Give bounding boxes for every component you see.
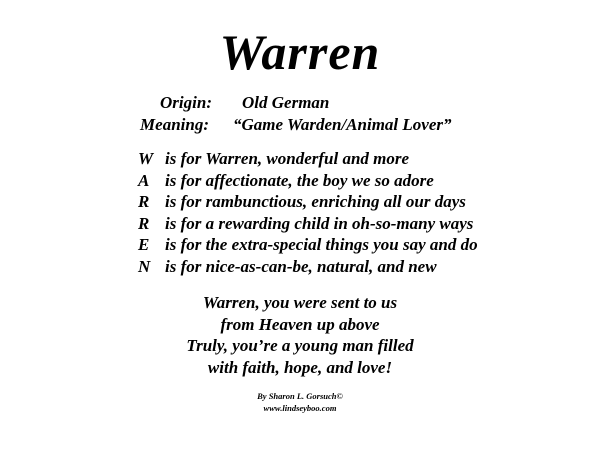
- acrostic-line: is for nice-as-can-be, natural, and new: [165, 256, 437, 276]
- name-title: Warren: [219, 24, 381, 80]
- origin-row: [0, 92, 600, 114]
- website-credit: www.lindseyboo.com: [263, 403, 337, 413]
- acrostic-row: [0, 191, 600, 213]
- credit: [0, 390, 600, 414]
- verse-line: from Heaven up above: [220, 314, 380, 334]
- verse: [0, 292, 600, 378]
- acrostic-row: [0, 148, 600, 170]
- origin-label: Origin:: [160, 93, 212, 112]
- acrostic-poem: [0, 148, 600, 277]
- acrostic-line: is for the extra-special things you say and do: [165, 235, 478, 254]
- meaning-label: Meaning:: [140, 115, 209, 134]
- acrostic-letter: R: [138, 192, 150, 211]
- acrostic-row: [0, 256, 600, 278]
- acrostic-line: is for rambunctious, enriching all our days: [165, 192, 466, 211]
- acrostic-letter: R: [138, 213, 150, 233]
- verse-line: with faith, hope, and love!: [207, 357, 393, 377]
- author-credit: By Sharon L. Gorsuch©: [257, 391, 343, 401]
- origin-value: Old German: [242, 93, 330, 112]
- acrostic-line: is for a rewarding child in oh-so-many ways: [165, 213, 474, 233]
- acrostic-letter: A: [138, 170, 150, 190]
- meaning-row: [0, 114, 600, 136]
- verse-line: Warren, you were sent to us: [202, 293, 398, 312]
- acrostic-line: is for affectionate, the boy we so adore: [165, 170, 434, 190]
- acrostic-row: [0, 170, 600, 192]
- meaning-value: “Game Warden/Animal Lover”: [233, 115, 452, 134]
- acrostic-letter: N: [138, 256, 151, 276]
- name-meta: [0, 92, 600, 136]
- acrostic-line: is for Warren, wonderful and more: [165, 149, 410, 168]
- acrostic-row: [0, 213, 600, 235]
- acrostic-row: [0, 234, 600, 256]
- acrostic-letter: E: [138, 235, 150, 254]
- verse-line: Truly, you’re a young man filled: [186, 336, 414, 355]
- acrostic-letter: W: [138, 149, 154, 168]
